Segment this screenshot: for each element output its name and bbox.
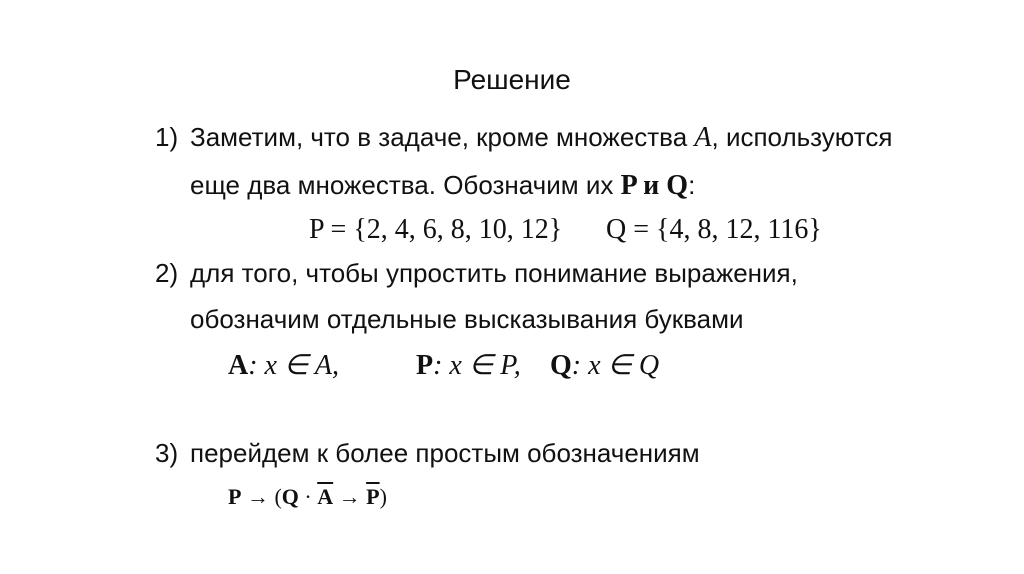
predicate-a-body: : x ∈ A,: [248, 350, 339, 381]
item-1-line-2: [190, 170, 695, 202]
predicate-q: [550, 348, 659, 382]
formula-q: Q: [281, 484, 299, 509]
item-1-line-1-pre: Заметим, что в задаче, кроме множества: [190, 122, 695, 152]
formula-arrow-2: →: [333, 484, 367, 509]
formula-p: P: [228, 484, 242, 509]
item-3-number: 3): [155, 438, 179, 468]
sets-p-q-bold: P и Q: [620, 170, 689, 201]
formula-close: ): [379, 484, 387, 509]
item-1-line-1-post: , используются: [711, 122, 893, 152]
item-2-line-1: для того, чтобы упростить понимание выражения,: [190, 258, 798, 288]
item-1-number: 1): [155, 122, 179, 152]
item-1-line-2-pre: еще два множества. Обозначим их: [190, 170, 621, 200]
slide-title: Решение: [453, 64, 571, 95]
set-q-definition: Q = {4, 8, 12, 116}: [606, 214, 822, 245]
set-a-variable: A: [694, 122, 712, 153]
item-3-line-1: перейдем к более простым обозначениям: [190, 438, 700, 468]
predicate-p-body: : x ∈ P,: [433, 350, 521, 381]
item-1-line-1: [190, 122, 892, 154]
formula-not-a: $\overline{A}$: [317, 484, 334, 509]
predicate-q-body: : x ∈ Q: [571, 350, 660, 381]
item-1-line-2-post: :: [688, 170, 696, 200]
formula-arrow-1: → (: [241, 484, 282, 509]
formula-not-p: $\overline{P}$: [366, 484, 380, 509]
formula-dot: ·: [298, 484, 318, 509]
predicate-q-label: Q: [550, 350, 572, 381]
set-p-definition: P = {2, 4, 6, 8, 10, 12}: [309, 214, 563, 245]
predicate-p-label: P: [416, 350, 434, 381]
item-2-line-2: обозначим отдельные высказывания буквами: [190, 304, 744, 334]
predicate-p: [416, 348, 521, 382]
logic-formula: [228, 484, 387, 510]
predicate-a-label: A: [228, 350, 249, 381]
predicate-a: [228, 348, 339, 382]
item-2-number: 2): [155, 258, 179, 288]
